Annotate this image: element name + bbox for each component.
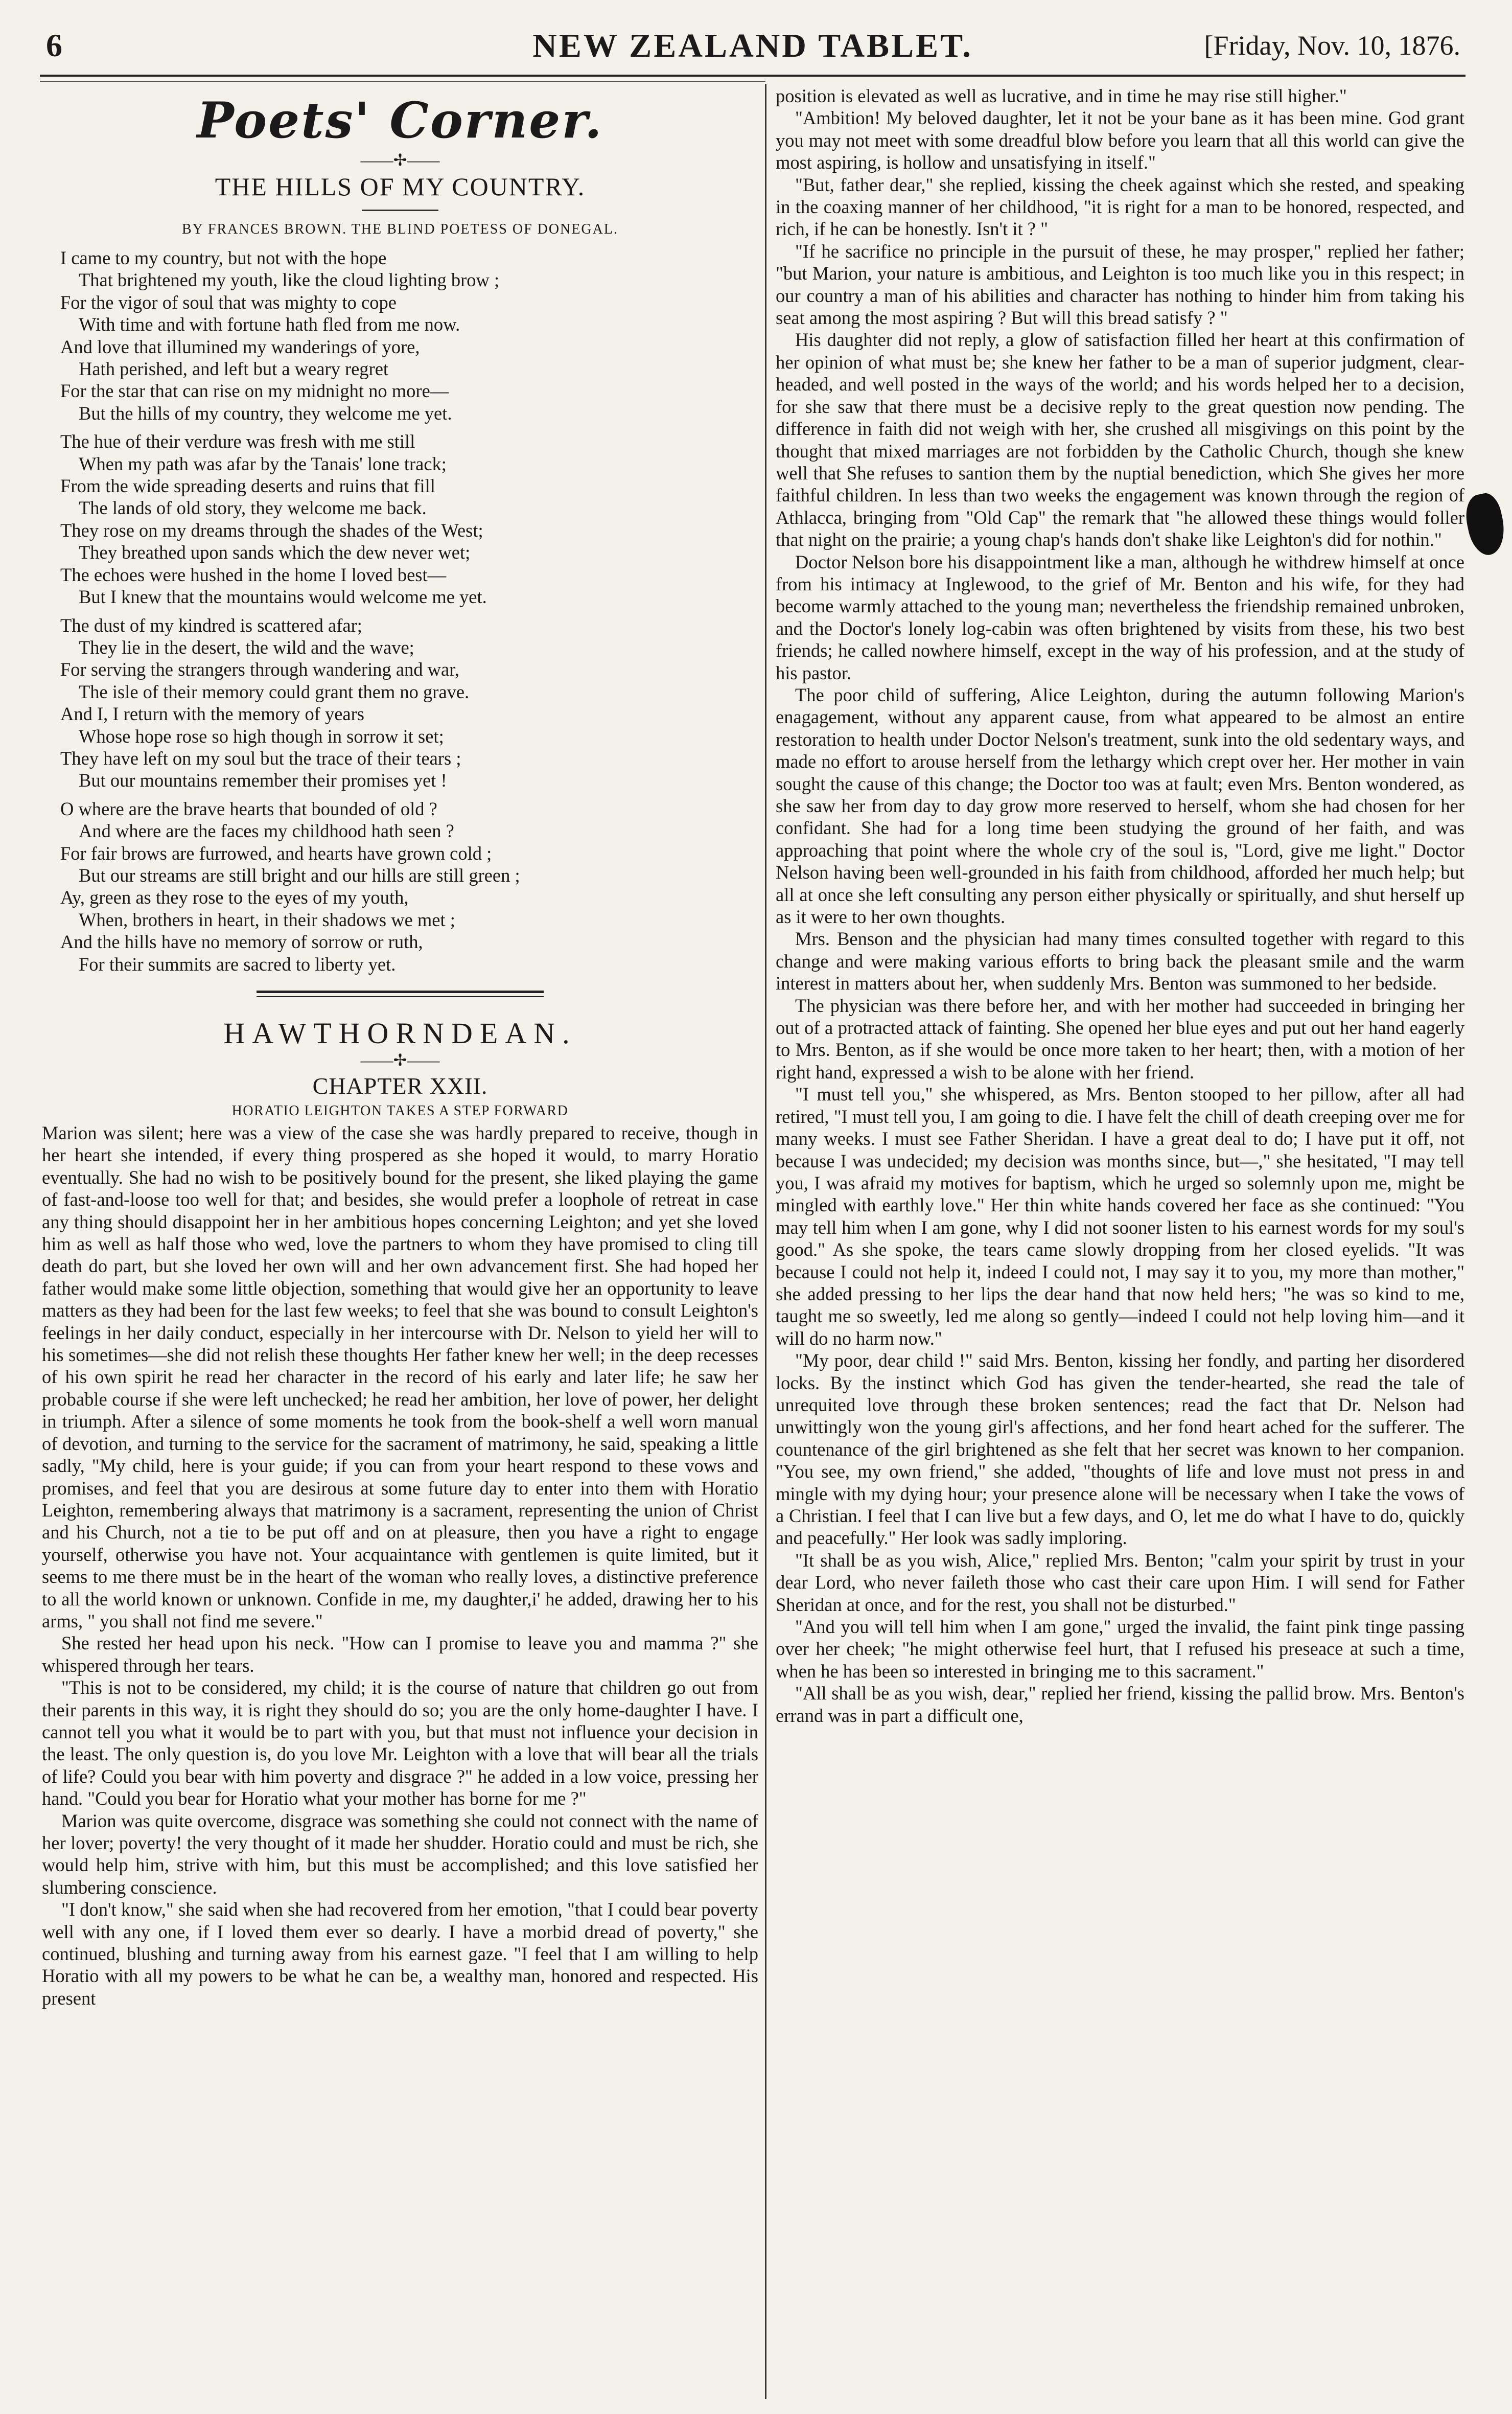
poem-line: For serving the strangers through wandering and war, [60,659,460,680]
poem-line: From the wide spreading deserts and ruins that fill [60,475,435,497]
story-paragraph: "And you will tell him when I am gone," urged the invalid, the faint pink tinge passing over her cheek; "he might otherwise feel hurt, that I refused his preseace at such a time, when he has been so interested in bringing me to this sacrament." [776,1616,1464,1682]
poem-line: The hue of their verdure was fresh with me still [60,431,415,452]
poem-byline: BY FRANCES BROWN. THE BLIND POETESS OF DONEGAL. [182,221,618,237]
poem-line: That brightened my youth, like the cloud lighting brow ; [79,269,500,291]
poem [42,247,758,975]
poem-line: They rose on my dreams through the shades of the West; [60,519,483,541]
story-paragraph: Mrs. Benson and the physician had many times consulted together with regard to this change and were making various efforts to bring back the pleasant smile and the warm interest in matters about her, when suddenly Mrs. Benton was summoned to her bedside. [776,928,1464,994]
story-paragraph: "I must tell you," she whispered, as Mrs. Benton stooped to her pillow, after all had retired, "I must tell you, I am going to die. I have felt the chill of death creeping over me for many weeks. I must see Father Sheridan. I have a great deal to do; I have put it off, not because I was undecided; my decision was months since, but—," she hesitated, "I may tell you, I was afraid my motives for baptism, which he urged so solemnly upon me, might be mingled with earthly love." Her thin white hands covered her face as she continued: "You may tell him when I am gone, why I did not sooner listen to his earnest words for my soul's good." As she spoke, the tears came slowly dropping from her closed eyelids. "It was because I could not help it, indeed I could not, I may say it to you, my more than mother," she added pressing to her lips the dear hand that now held hers; "he was so kind to me, taught me so sweetly, led me along so gently—indeed I could not help loving him—and it will do no harm now." [776,1084,1464,1349]
story-paragraph: Marion was quite overcome, disgrace was something she could not connect with the name of her lover; poverty! the very thought of it made her shudder. Horatio could and must be rich, she would help him, strive with him, but this must be accomplished; and this love satisfied her slumbering conscience. [42,1810,758,1898]
story-paragraph: "Ambition! My beloved daughter, let it not be your bane as it has been mine. God grant you may not meet with some dreadful blow before you learn that all this world can give the most aspiring, is hollow and unsatisfying in itself." [776,107,1464,173]
poem-line: The dust of my kindred is scattered afar; [60,614,362,636]
story-paragraph: She rested her head upon his neck. "How can I promise to leave you and mamma ?" she whispered through her tears. [42,1633,758,1676]
story-paragraph: Marion was silent; here was a view of the case she was hardly prepared to receive, though in her heart she intended, if every thing prospered as she hoped it would, to marry Horatio eventually. She had no wish to be positively bound for the present, she liked playing the game of fast-and-loose too well for that; and besides, she would prefer a loophole of retreat in case any thing should disappoint her in her ambitious hopes concerning Leighton; and yet she loved him as well as half those who wed, love the partners to whom they have promised to cling till death do part, but she loved her own will and her own advancement first. She had hoped her father would make some little objection, something that would give her an opportunity to leave matters as they had been for the last few weeks; to feel that she was bound to consult Leighton's feelings in her daily conduct, especially in her intercourse with Dr. Nelson to yield her will to his sometimes—she did not relish these thoughts Her father knew her well; in the deep recesses of his own spirit he read her character in the record of his early and later life; he saw her probable course if she were left unchecked; he read her ambition, her love of power, her delight in triumph. After a silence of some moments he took from the book-shelf a well worn manual of devotion, and turning to the service for the sacrament of matrimony, he said, speaking a little sadly, "My child, here is your guide; if you can from your heart respond to these vows and promises, and feel that you are desirous at some future day to enter into them with Horatio Leighton, remembering always that matrimony is a sacrament, representing the union of Christ and his Church, not a tie to be put off and on at pleasure, then you have a right to engage yourself, otherwise you have not. Your acquaintance with gentlemen is quite limited, but it seems to me there must be in the heart of the woman who really loves, a distinctive preference to all the world known or unknown. Confide in me, my daughter,i' he added, drawing her to his arms, " you shall not find me severe." [42,1122,758,1631]
poem-line: For their summits are sacred to liberty yet. [79,953,396,975]
title-rule [362,210,438,211]
section-divider [257,991,544,997]
column-divider [765,84,766,2399]
chapter-heading: CHAPTER XXII. [312,1073,488,1099]
story-paragraph: "My poor, dear child !" said Mrs. Benton, kissing her fondly, and parting her disordered locks. By the instinct which God has given the tender-hearted, she read the tale of unrequited love through these broken sentences; read the fact that Dr. Nelson had unwittingly won the young girl's affections, and her fond heart ached for the sufferer. The countenance of the girl brightened as she felt that her secret was known to her companion. "You see, my own friend," she added, "thoughts of life and love must not press in and mingle with my dying hour; your presence alone will be necessary when I take the vows of a Christian. I feel that I can live but a few days, and O, let me do what I have to do, quickly and peacefully." Her look was sadly imploring. [776,1350,1464,1549]
poem-line: For fair brows are furrowed, and hearts have grown cold ; [60,842,492,864]
poem-line: With time and with fortune hath fled from me now. [79,314,460,335]
poem-line: The echoes were hushed in the home I loved best— [60,564,447,585]
left-column [42,87,758,2009]
poem-line: For the star that can rise on my midnight no more— [60,380,449,402]
issue-date: [Friday, Nov. 10, 1876. [1204,30,1460,61]
poem-line: But our mountains remember their promises yet ! [79,770,447,791]
poem-line: When, brothers in heart, in their shadows we met ; [79,909,455,930]
poem-line: Hath perished, and left but a weary regret [79,358,389,380]
story-paragraph: "All shall be as you wish, dear," replied her friend, kissing the pallid brow. Mrs. Benton's errand was in part a difficult one, [776,1683,1464,1726]
stanza [42,247,758,424]
poem-line: The isle of their memory could grant them no grave. [79,681,470,702]
ink-blot [1461,491,1509,558]
story-paragraph: "But, father dear," she replied, kissing the cheek against which she rested, and speaking in the coaxing manner of her childhood, "it is right for a man to be honored, respected, and rich, if he can be honestly. Isn't it ? " [776,174,1464,240]
story-paragraph: Doctor Nelson bore his disappointment like a man, although he withdrew himself at once from his intimacy at Inglewood, to the grief of Mr. Benton and his wife, for they had become warmly attached to the young man; nevertheless the friendship remained unbroken, and the Doctor's lonely log-cabin was often brightened by visits from these, his two best friends; he called nowhere himself, except in the way of his profession, and at the study of his pastor. [776,551,1464,683]
story-paragraph: "This is not to be considered, my child; it is the course of nature that children go out from their parents in this way, it is right they should do so; you are the only home-daughter I have. I cannot tell you what it would be to part with you, but that must not influence your decision in the least. The only question is, do you love Mr. Leighton with a love that will bear all the trials of life? Could you bear with him poverty and disgrace ?" he added in a low voice, pressing her hand. "Could you bear for Horatio what your mother has borne for me ?" [42,1677,758,1809]
poem-line: O where are the brave hearts that bounded of old ? [60,798,437,819]
story-paragraph: The physician was there before her, and with her mother had succeeded in bringing her out of a protracted attack of fainting. She opened her blue eyes and put out her hand eagerly to Mrs. Benton, as if she would be once more taken to her heart; then, with a motion of her right hand, expressed a wish to be alone with her friend. [776,995,1464,1083]
masthead-rule [40,75,1466,77]
poem-line: But the hills of my country, they welcome me yet. [79,402,452,424]
poem-line: But I knew that the mountains would welcome me yet. [79,586,487,608]
poem-line: They breathed upon sands which the dew never wet; [79,542,471,563]
section-heading: Poets' Corner. [197,91,603,149]
masthead-rule-thin [40,81,765,82]
chapter-subtitle: HORATIO LEIGHTON TAKES A STEP FORWARD [231,1103,569,1119]
stanza [42,798,758,975]
stanza [42,614,758,792]
poem-line: When my path was afar by the Tanais' lone track; [79,453,447,474]
poem-line: And love that illumined my wanderings of yore, [60,336,420,357]
story-paragraph: "I don't know," she said when she had recovered from her emotion, "that I could bear poverty well with any one, if I loved them ever so dearly. I have a morbid dread of poverty," she continued, blushing and turning away from his earnest gaze. "I feel that I am willing to help Horatio with all my powers to be what he can be, a wealthy man, honored and respected. His present [42,1899,758,2009]
poem-line: Whose hope rose so high though in sorrow it set; [79,725,444,747]
story-paragraph: His daughter did not reply, a glow of satisfaction filled her heart at this confirmation of her opinion of what must be; she knew her father to be a man of superior judgment, clear-headed, and well posted in the ways of the world; and his words helped her to a decision, for she saw that there must be a decisive reply to the great question now pending. The difference in faith did not weigh with her, she crushed all misgivings on this point by the thought that mixed marriages are not forbidden by the Catholic Church, though she knew well that She refuses to santion them by the nuptial benediction, which She gives her more faithful children. In less than two weeks the engagement was known through the region of Athlacca, bringing from "Old Cap" the remark that "he allowed these things would foller that night on the prairie; a young chap's hands don't shake like Leighton's did for nothin." [776,329,1464,550]
poem-line: For the vigor of soul that was mighty to cope [60,291,397,313]
story-paragraph: The poor child of suffering, Alice Leighton, during the autumn following Marion's enagagement, without any apparent cause, from what appeared to be almost an entire restoration to health under Doctor Nelson's treatment, sunk into the old sedentary ways, and made no effort to arouse herself from the lethargy which crept over her. Her mother in vain sought the cause of this change; the Doctor too was at fault; even Mrs. Benton wondered, as she saw her from day to day grow more reserved to herself, whom she had chosen for her confidant. She had for a long time been studying the ground of her faith, and was approaching that point where the whole cry of the soul is, "Lord, give me light." Doctor Nelson having been well-grounded in his faith from childhood, afforded her much help; but all at once she left consulting any person either physically or spiritually, and shut herself up as it were to her own thoughts. [776,684,1464,928]
poem-line: They lie in the desert, the wild and the wave; [79,636,414,658]
right-column [776,85,1464,1727]
poem-line: And the hills have no memory of sorrow or ruth, [60,931,423,953]
story-title: HAWTHORNDEAN. [223,1017,577,1050]
page-number: 6 [46,27,62,63]
poem-line: But our streams are still bright and our hills are still green ; [79,864,520,886]
poem-line: And where are the faces my childhood hath seen ? [79,820,454,842]
newspaper-title: NEW ZEALAND TABLET. [532,27,973,64]
poem-line: I came to my country, but not with the hope [60,247,387,268]
poem-title: THE HILLS OF MY COUNTRY. [215,172,586,201]
poem-line: The lands of old story, they welcome me back. [79,497,427,519]
masthead [40,27,1466,67]
ornament: ——✢—— [360,1051,440,1069]
poem-line: They have left on my soul but the trace of their tears ; [60,747,461,769]
stanza [42,430,758,608]
ornament: ——✢—— [360,151,440,169]
story-paragraph: "It shall be as you wish, Alice," replied Mrs. Benton; "calm your spirit by trust in your dear Lord, who never faileth those who cast their care upon Him. I will send for Father Sheridan at once, and for the rest, you shall not be disturbed." [776,1549,1464,1615]
story-paragraph: position is elevated as well as lucrative, and in time he may rise still higher." [776,85,1347,106]
story-paragraph: "If he sacrifice no principle in the pursuit of these, he may prosper," replied her father; "but Marion, your nature is ambitious, and Leighton is too much like you in this respect; in our country a man of his abilities and character has nothing to hinder him from taking his seat among the most aspiring ? But will this bread satisfy ? " [776,240,1464,329]
poem-line: And I, I return with the memory of years [60,703,364,725]
poem-line: Ay, green as they rose to the eyes of my youth, [60,887,409,908]
